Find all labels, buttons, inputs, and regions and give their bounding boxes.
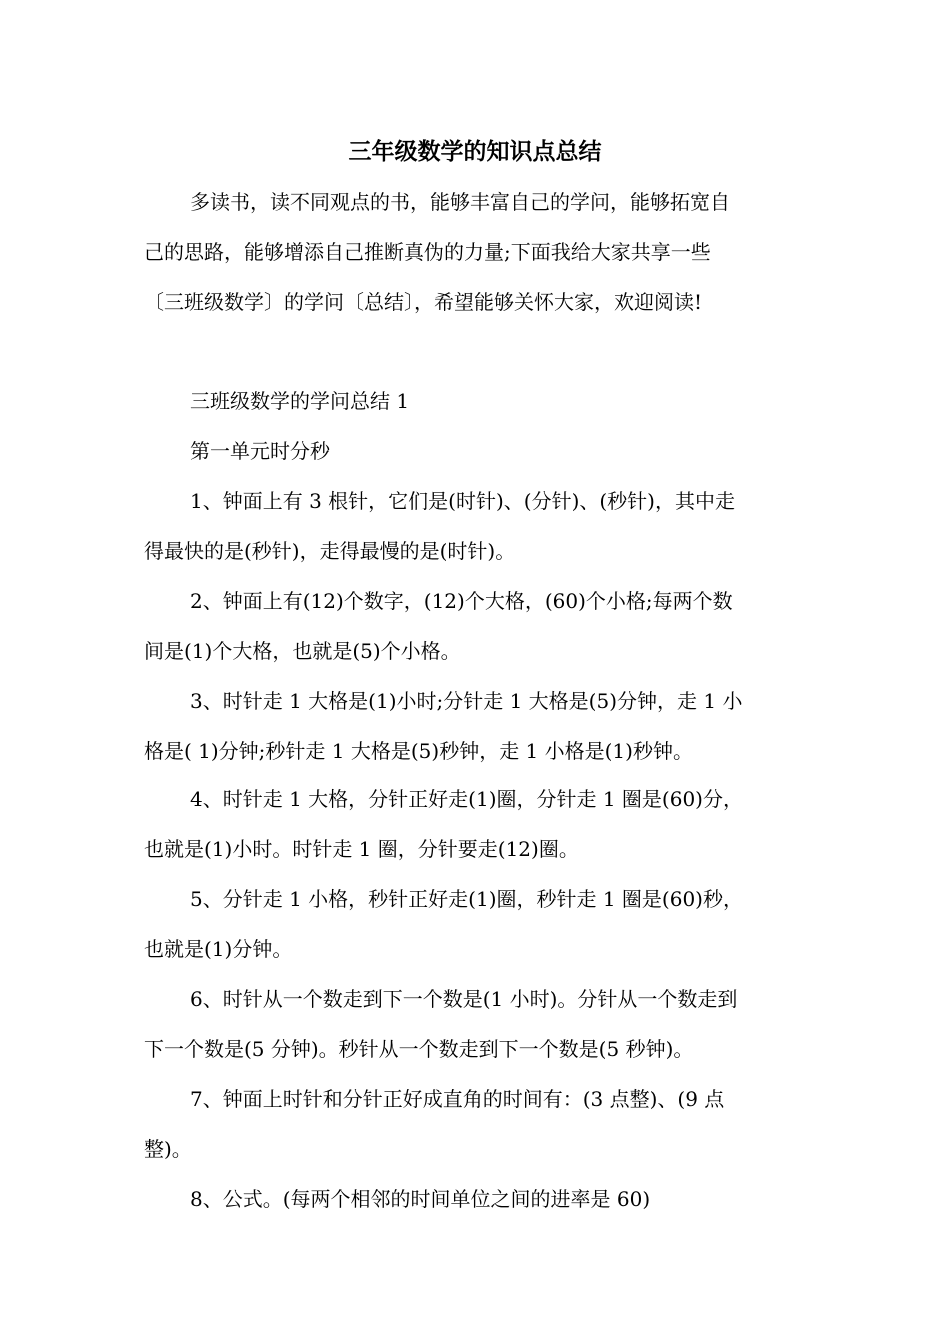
intro-line-3: 〔三班级数学〕的学问〔总结〕，希望能够关怀大家，欢迎阅读!: [144, 290, 703, 314]
document-title: 三年级数学的知识点总结: [348, 138, 602, 165]
item-2-line-1: 2、钟面上有(12)个数字，(12)个大格，(60)个小格;每两个数: [190, 589, 733, 613]
unit-title: 第一单元时分秒: [190, 439, 330, 463]
item-5-line-2: 也就是(1)分钟。: [144, 937, 293, 961]
intro-line-1: 多读书，读不同观点的书，能够丰富自己的学问，能够拓宽自: [190, 190, 730, 214]
item-6-line-2: 下一个数是(5 分钟)。秒针从一个数走到下一个数是(5 秒钟)。: [144, 1037, 694, 1061]
item-1-line-1: 1、钟面上有 3 根针，它们是(时针)、(分针)、(秒针)，其中走: [190, 489, 735, 513]
intro-line-2: 己的思路，能够增添自己推断真伪的力量;下面我给大家共享一些: [144, 240, 711, 264]
item-4-line-1: 4、时针走 1 大格，分针正好走(1)圈，分针走 1 圈是(60)分，: [190, 787, 743, 811]
item-8-line-1: 8、公式。(每两个相邻的时间单位之间的进率是 60): [190, 1187, 651, 1211]
item-3-line-1: 3、时针走 1 大格是(1)小时;分针走 1 大格是(5)分钟，走 1 小: [190, 689, 743, 713]
item-4-line-2: 也就是(1)小时。时针走 1 圈，分针要走(12)圈。: [144, 837, 579, 861]
item-1-line-2: 得最快的是(秒针)，走得最慢的是(时针)。: [144, 539, 516, 563]
section-title: 三班级数学的学问总结 1: [190, 389, 410, 413]
item-7-line-2: 整)。: [144, 1137, 192, 1161]
item-2-line-2: 间是(1)个大格，也就是(5)个小格。: [144, 639, 461, 663]
item-6-line-1: 6、时针从一个数走到下一个数是(1 小时)。分针从一个数走到: [190, 987, 738, 1011]
item-3-line-2: 格是( 1)分钟;秒针走 1 大格是(5)秒钟，走 1 小格是(1)秒钟。: [144, 739, 693, 763]
item-5-line-1: 5、分针走 1 小格，秒针正好走(1)圈，秒针走 1 圈是(60)秒，: [190, 887, 743, 911]
item-7-line-1: 7、钟面上时针和分针正好成直角的时间有：(3 点整)、(9 点: [190, 1087, 725, 1111]
